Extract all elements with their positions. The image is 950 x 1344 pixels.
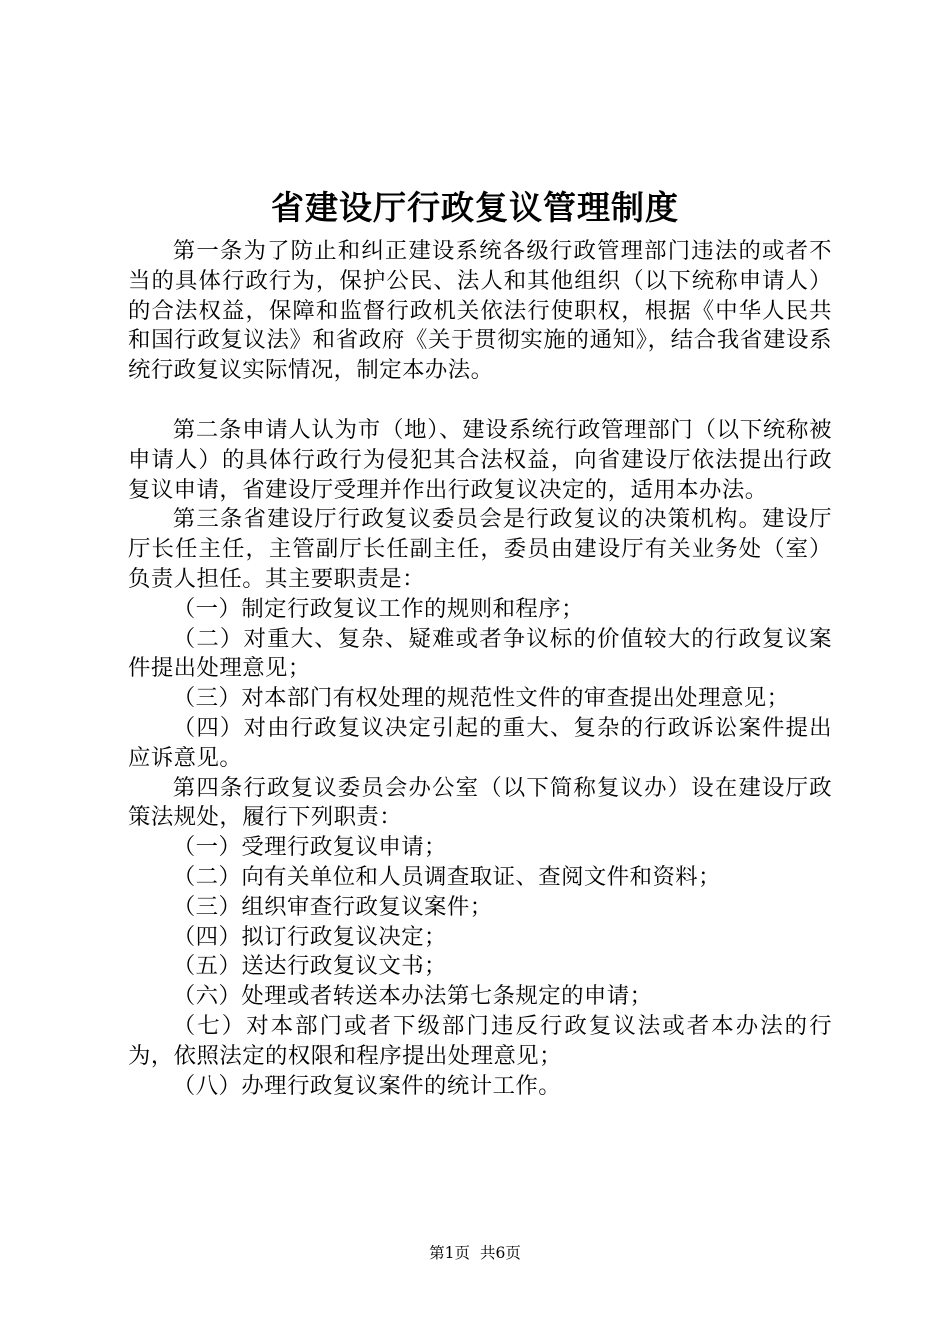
article-4-item-5: （五）送达行政复议文书； [172, 953, 447, 980]
article-3-item-4: （四）对由行政复议决定引起的重大、复杂的行政诉讼案件提出应诉意见。 [128, 714, 832, 771]
article-3-item-2: （二）对重大、复杂、疑难或者争议标的价值较大的行政复议案件提出处理意见； [128, 625, 832, 682]
article-3-item-3: （三）对本部门有权处理的规范性文件的审查提出处理意见； [172, 685, 790, 712]
page-total: 共6页 [480, 1244, 521, 1262]
article-4-item-3: （三）组织审查行政复议案件； [172, 893, 493, 920]
page-number: 第1页 [429, 1244, 470, 1262]
article-4-item-7: （七）对本部门或者下级部门违反行政复议法或者本办法的行为，依照法定的权限和程序提出处理意见； [128, 1012, 832, 1069]
document-title: 省建设厅行政复议管理制度 [271, 188, 679, 227]
article-4: 第四条行政复议委员会办公室（以下简称复议办）设在建设厅政策法规处，履行下列职责： [128, 774, 832, 831]
article-1: 第一条为了防止和纠正建设系统各级行政管理部门违法的或者不当的具体行政行为，保护公民、法人和其他组织（以下统称申请人）的合法权益，保障和监督行政机关依法行使职权，根据《中华人民共和国行政复议法》和省政府《关于贯彻实施的通知》，结合我省建设系统行政复议实际情况，制定本办法。 [128, 238, 832, 384]
document-body [128, 237, 832, 1101]
article-4-item-8: （八）办理行政复议案件的统计工作。 [172, 1072, 562, 1099]
article-4-item-2: （二）向有关单位和人员调查取证、查阅文件和资料； [172, 863, 721, 890]
article-3: 第三条省建设厅行政复议委员会是行政复议的决策机构。建设厅厅长任主任，主管副厅长任副主任，委员由建设厅有关业务处（室）负责人担任。其主要职责是： [128, 506, 832, 592]
article-3-item-1: （一）制定行政复议工作的规则和程序； [172, 595, 584, 622]
article-4-item-6: （六）处理或者转送本办法第七条规定的申请； [172, 983, 653, 1010]
article-4-item-1: （一）受理行政复议申请； [172, 834, 447, 861]
article-4-item-4: （四）拟订行政复议决定； [172, 923, 447, 950]
article-2: 第二条申请人认为市（地）、建设系统行政管理部门（以下统称被申请人）的具体行政行为侵犯其合法权益，向省建设厅依法提出行政复议申请，省建设厅受理并作出行政复议决定的，适用本办法。 [128, 416, 832, 503]
page-footer [0, 1242, 950, 1264]
